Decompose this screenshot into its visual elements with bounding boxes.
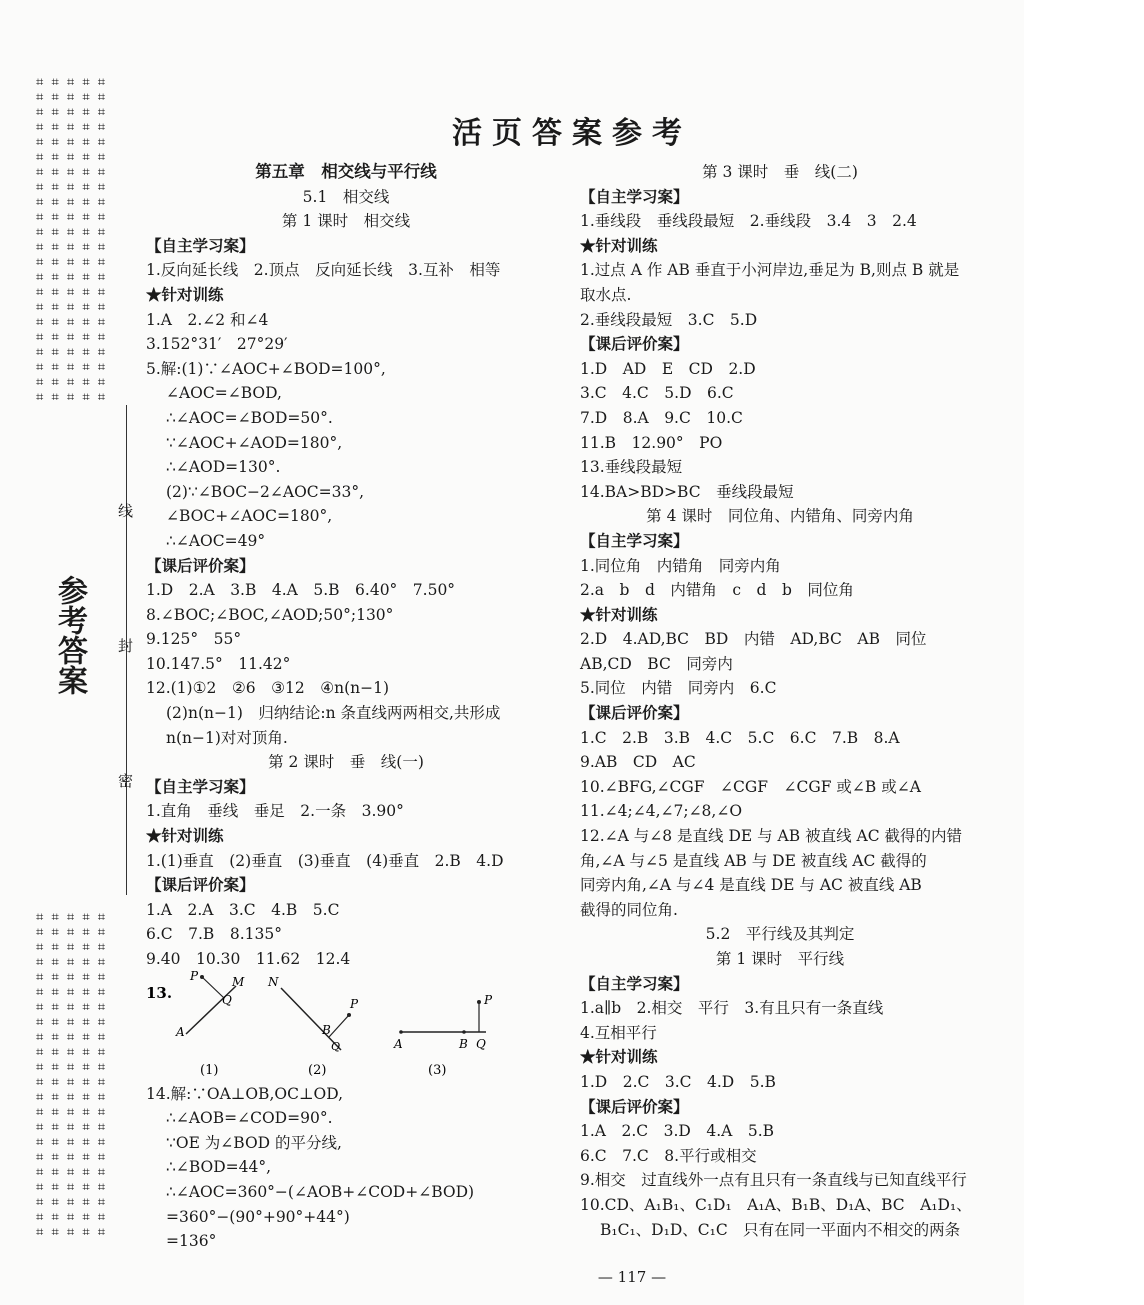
right-answer-line: 6.C 7.C 8.平行或相交 bbox=[580, 1146, 757, 1165]
right-answer-line: 11.B 12.90° PO bbox=[580, 433, 723, 452]
sidebar-title: 参考答案 bbox=[52, 575, 87, 695]
left-answer-line: 第五章 相交线与平行线 bbox=[255, 162, 437, 181]
left-answer-line: 14.解:∵OA⊥OB,OC⊥OD, bbox=[146, 1084, 344, 1103]
fig1-point-p bbox=[200, 975, 204, 979]
fig3-label-b: B bbox=[459, 1036, 468, 1051]
right-answer-line: 1.C 2.B 3.B 4.C 5.C 6.C 7.B 8.A bbox=[580, 728, 900, 747]
left-answer-line: 第 1 课时 相交线 bbox=[281, 212, 411, 231]
left-answer-line: (2)∵∠BOC−2∠AOC=33°, bbox=[166, 482, 365, 501]
binding-mark-seal: 封 bbox=[118, 637, 134, 655]
right-answer-line: 1.同位角 内错角 同旁内角 bbox=[580, 556, 781, 575]
left-answer-line: ∵∠AOC+∠AOD=180°, bbox=[166, 433, 343, 452]
right-answer-line: 13.垂线段最短 bbox=[580, 458, 683, 477]
fig2-point-p bbox=[347, 1013, 351, 1017]
fig3-label-q: Q bbox=[476, 1036, 486, 1051]
right-answer-line: AB,CD BC 同旁内 bbox=[580, 654, 733, 673]
fig2-label-p: P bbox=[350, 996, 359, 1011]
right-answer-line: 【自主学习案】 bbox=[580, 973, 689, 993]
right-answer-line: 9.相交 过直线外一点有且只有一条直线与已知直线平行 bbox=[580, 1171, 967, 1190]
left-answer-line: 1.A 2.∠2 和∠4 bbox=[146, 310, 269, 329]
fig3-label-a: A bbox=[394, 1036, 403, 1051]
left-answer-line: ★针对训练 bbox=[146, 284, 224, 304]
binding-mark-secret: 密 bbox=[118, 772, 134, 790]
right-answer-line: 2.D 4.AD,BC BD 内错 AD,BC AB 同位 bbox=[580, 630, 927, 649]
fig1-caption: (1) bbox=[200, 1062, 219, 1078]
right-answer-line: 7.D 8.A 9.C 10.C bbox=[580, 408, 743, 427]
fig2-label-b: B bbox=[322, 1022, 331, 1037]
right-answer-list bbox=[580, 160, 980, 1242]
right-answer-line: ★针对训练 bbox=[580, 235, 658, 255]
right-answer-line: 1.垂线段 垂线段最短 2.垂线段 3.4 3 2.4 bbox=[580, 212, 917, 231]
right-answer-line: 【课后评价案】 bbox=[580, 703, 689, 723]
left-answer-line: 1.A 2.A 3.C 4.B 5.C bbox=[146, 900, 340, 919]
left-answer-line: 9.40 10.30 11.62 12.4 bbox=[146, 950, 351, 968]
right-answer-line: 第 3 课时 垂 线(二) bbox=[702, 163, 858, 181]
right-answer-line: 1.A 2.C 3.D 4.A 5.B bbox=[580, 1122, 775, 1141]
right-answer-line: 4.互相平行 bbox=[580, 1023, 657, 1042]
left-answer-line: =136° bbox=[166, 1232, 217, 1251]
left-answer-line: 5.解:(1)∵∠AOC+∠BOD=100°, bbox=[146, 359, 386, 378]
binding-mark-line: 线 bbox=[118, 502, 134, 520]
figure-13-svg bbox=[146, 968, 546, 1082]
left-answer-line: ∴∠AOC=∠BOD=50°. bbox=[166, 408, 333, 427]
left-answer-line: 1.直角 垂线 垂足 2.一条 3.90° bbox=[146, 802, 404, 821]
left-answer-line: 9.125° 55° bbox=[146, 630, 242, 649]
right-answer-line: 10.CD、A₁B₁、C₁D₁ A₁A、B₁B、D₁A、BC A₁D₁、 bbox=[580, 1195, 972, 1214]
right-column bbox=[580, 160, 980, 1242]
fig1-label-m: M bbox=[232, 974, 245, 989]
fig3-point-b bbox=[462, 1030, 466, 1034]
left-answer-line: ∴∠AOC=360°−(∠AOB+∠COD+∠BOD) bbox=[166, 1182, 475, 1201]
left-answer-line: ∴∠AOC=49° bbox=[166, 531, 266, 550]
right-answer-line: 截得的同位角. bbox=[580, 900, 678, 919]
left-answer-line: 6.C 7.B 8.135° bbox=[146, 925, 282, 944]
left-answer-line: ∴∠BOD=44°, bbox=[166, 1158, 272, 1177]
decorative-pattern-bottom: ⌗ ⌗ ⌗ ⌗ ⌗ ⌗ ⌗ ⌗ ⌗ ⌗ ⌗ ⌗ ⌗ ⌗ ⌗ ⌗ ⌗ ⌗ ⌗ ⌗ ⌗ ⌗ ⌗ ⌗ ⌗ ⌗ ⌗ ⌗ ⌗ ⌗ ⌗ ⌗ ⌗ ⌗ ⌗ ⌗ ⌗ ⌗ ⌗ ⌗ ⌗ ⌗ ⌗ ⌗ ⌗ ⌗ ⌗ ⌗ ⌗ ⌗ ⌗ ⌗ ⌗ ⌗ ⌗ ⌗ ⌗ ⌗ ⌗ ⌗ ⌗ ⌗ ⌗ ⌗ ⌗ ⌗ ⌗ ⌗ ⌗ ⌗ ⌗ ⌗ ⌗ ⌗ ⌗ ⌗ ⌗ ⌗ ⌗ ⌗ ⌗ ⌗ ⌗ ⌗ ⌗ ⌗ ⌗ ⌗ ⌗ ⌗ ⌗ ⌗ ⌗ ⌗ ⌗ ⌗ ⌗ ⌗ ⌗ ⌗ ⌗ ⌗ ⌗ ⌗ ⌗ ⌗ ⌗ ⌗ ⌗ ⌗ bbox=[36, 910, 108, 1240]
fig3-point-a bbox=[399, 1030, 403, 1034]
figure-13 bbox=[146, 968, 546, 1082]
left-answer-line: 10.147.5° 11.42° bbox=[146, 654, 291, 673]
left-answer-line: =360°−(90°+90°+44°) bbox=[166, 1207, 350, 1226]
left-answer-line: 【自主学习案】 bbox=[146, 235, 255, 255]
left-answer-line: 【课后评价案】 bbox=[146, 555, 255, 575]
right-answer-line: 5.2 平行线及其判定 bbox=[705, 925, 855, 944]
fig2-perpendicular bbox=[329, 1015, 349, 1037]
left-answer-line: ∵OE 为∠BOD 的平分线, bbox=[166, 1133, 342, 1152]
left-answer-line: n(n−1)对对顶角. bbox=[166, 728, 288, 747]
left-answer-line: 8.∠BOC;∠BOC,∠AOD;50°;130° bbox=[146, 605, 394, 624]
fig2-label-q: Q bbox=[331, 1039, 341, 1053]
right-answer-line: 1.a∥b 2.相交 平行 3.有且只有一条直线 bbox=[580, 999, 884, 1018]
page-title: 活页答案参考 bbox=[452, 116, 692, 151]
right-answer-line: 3.C 4.C 5.D 6.C bbox=[580, 384, 734, 403]
left-answer-line: 3.152°31′ 27°29′ bbox=[146, 335, 288, 354]
right-answer-line: 2.垂线段最短 3.C 5.D bbox=[580, 310, 758, 329]
right-answer-line: 10.∠BFG,∠CGF ∠CGF ∠CGF 或∠B 或∠A bbox=[580, 777, 921, 796]
fig3-caption: (3) bbox=[428, 1062, 447, 1078]
fig2-caption: (2) bbox=[308, 1062, 327, 1078]
right-answer-line: 第 4 课时 同位角、内错角、同旁内角 bbox=[646, 507, 914, 526]
left-answer-list-continued bbox=[146, 1082, 546, 1254]
left-answer-line: 12.(1)①2 ②6 ③12 ④n(n−1) bbox=[146, 679, 390, 698]
right-answer-line: 【自主学习案】 bbox=[580, 186, 689, 206]
left-column bbox=[146, 160, 546, 1254]
right-answer-line: ★针对训练 bbox=[580, 604, 658, 624]
left-answer-line: 5.1 相交线 bbox=[302, 187, 390, 206]
fig1-perpendicular bbox=[201, 976, 224, 998]
right-answer-line: 1.过点 A 作 AB 垂直于小河岸边,垂足为 B,则点 B 就是 bbox=[580, 261, 960, 280]
left-answer-line: ∴∠AOD=130°. bbox=[166, 458, 281, 477]
right-answer-line: 12.∠A 与∠8 是直线 DE 与 AB 被直线 AC 截得的内错 bbox=[580, 827, 962, 846]
decorative-pattern-top: ⌗ ⌗ ⌗ ⌗ ⌗ ⌗ ⌗ ⌗ ⌗ ⌗ ⌗ ⌗ ⌗ ⌗ ⌗ ⌗ ⌗ ⌗ ⌗ ⌗ ⌗ ⌗ ⌗ ⌗ ⌗ ⌗ ⌗ ⌗ ⌗ ⌗ ⌗ ⌗ ⌗ ⌗ ⌗ ⌗ ⌗ ⌗ ⌗ ⌗ ⌗ ⌗ ⌗ ⌗ ⌗ ⌗ ⌗ ⌗ ⌗ ⌗ ⌗ ⌗ ⌗ ⌗ ⌗ ⌗ ⌗ ⌗ ⌗ ⌗ ⌗ ⌗ ⌗ ⌗ ⌗ ⌗ ⌗ ⌗ ⌗ ⌗ ⌗ ⌗ ⌗ ⌗ ⌗ ⌗ ⌗ ⌗ ⌗ ⌗ ⌗ ⌗ ⌗ ⌗ ⌗ ⌗ ⌗ ⌗ ⌗ ⌗ ⌗ ⌗ ⌗ ⌗ ⌗ ⌗ ⌗ ⌗ ⌗ ⌗ ⌗ ⌗ ⌗ ⌗ ⌗ ⌗ ⌗ ⌗ ⌗ ⌗ bbox=[36, 75, 108, 405]
right-answer-line: ★针对训练 bbox=[580, 1047, 658, 1067]
left-answer-line: 1.反向延长线 2.顶点 反向延长线 3.互补 相等 bbox=[146, 261, 501, 280]
fig1-label-p: P bbox=[190, 968, 199, 983]
right-answer-line: 11.∠4;∠4,∠7;∠8,∠O bbox=[580, 802, 743, 821]
left-answer-list bbox=[146, 160, 546, 972]
right-answer-line: 第 1 课时 平行线 bbox=[715, 950, 845, 968]
fig1-label-q: Q bbox=[222, 992, 232, 1007]
left-answer-line: ★针对训练 bbox=[146, 826, 224, 846]
fig2-label-n: N bbox=[268, 974, 279, 989]
right-answer-line: 9.AB CD AC bbox=[580, 753, 696, 772]
right-answer-line: 取水点. bbox=[580, 285, 632, 304]
figure-13-number: 13. bbox=[146, 983, 173, 1002]
left-answer-line: 第 2 课时 垂 线(一) bbox=[268, 753, 424, 772]
left-answer-line: 1.D 2.A 3.B 4.A 5.B 6.40° 7.50° bbox=[146, 581, 456, 600]
right-answer-line: 【课后评价案】 bbox=[580, 334, 689, 354]
right-answer-line: 5.同位 内错 同旁内 6.C bbox=[580, 679, 777, 698]
left-answer-line: 1.(1)垂直 (2)垂直 (3)垂直 (4)垂直 2.B 4.D bbox=[146, 851, 504, 870]
right-answer-line: 1.D 2.C 3.C 4.D 5.B bbox=[580, 1072, 776, 1091]
fig1-label-a: A bbox=[176, 1024, 185, 1039]
right-answer-line: 角,∠A 与∠5 是直线 AB 与 DE 被直线 AC 截得的 bbox=[580, 851, 927, 870]
left-answer-line: 【课后评价案】 bbox=[146, 875, 255, 895]
right-answer-line: 同旁内角,∠A 与∠4 是直线 DE 与 AC 被直线 AB bbox=[580, 876, 922, 895]
left-answer-line: ∠AOC=∠BOD, bbox=[166, 384, 282, 403]
right-answer-line: 【课后评价案】 bbox=[580, 1096, 689, 1116]
right-answer-line: 1.D AD E CD 2.D bbox=[580, 359, 756, 378]
right-answer-line: 2.a b d 内错角 c d b 同位角 bbox=[580, 581, 854, 600]
left-answer-line: ∠BOC+∠AOC=180°, bbox=[166, 507, 333, 526]
right-answer-line: B₁C₁、D₁D、C₁C 只有在同一平面内不相交的两条 bbox=[600, 1220, 961, 1239]
left-answer-line: (2)n(n−1) 归纳结论:n 条直线两两相交,共形成 bbox=[166, 704, 501, 723]
fig3-label-p: P bbox=[484, 992, 493, 1007]
page-number: — 117 — bbox=[597, 1268, 667, 1286]
binding-sidebar bbox=[36, 75, 134, 1240]
left-answer-line: ∴∠AOB=∠COD=90°. bbox=[166, 1109, 333, 1128]
left-answer-line: 【自主学习案】 bbox=[146, 776, 255, 796]
right-answer-line: 14.BA>BD>BC 垂线段最短 bbox=[580, 482, 794, 501]
fig3-point-p bbox=[477, 1000, 481, 1004]
right-answer-line: 【自主学习案】 bbox=[580, 530, 689, 550]
